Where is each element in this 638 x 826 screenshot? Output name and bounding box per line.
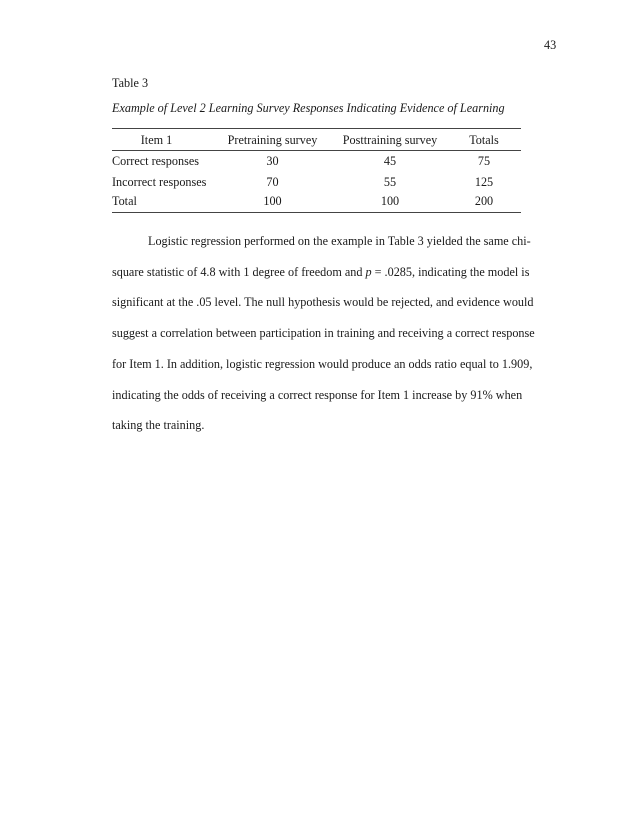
paragraph-line: suggest a correlation between participation in training and receiving a correct response <box>112 326 535 341</box>
table-header-totals: Totals <box>469 133 499 147</box>
table-bottom-rule <box>112 212 521 213</box>
paragraph-line: Logistic regression performed on the example in Table 3 yielded the same chi- <box>148 234 531 248</box>
paragraph-line-part: square statistic of 4.8 with 1 degree of freedom and <box>112 264 366 279</box>
table-row-correct-pre: 30 <box>266 154 279 168</box>
table-header-posttraining: Posttraining survey <box>342 133 438 147</box>
table-row-incorrect-label: Incorrect responses <box>112 175 207 189</box>
table-label: Table 3 <box>112 76 149 90</box>
table-row-total-pre: 100 <box>263 194 282 208</box>
p-value-symbol: p <box>365 264 372 279</box>
paragraph-line-part: = .0285, indicating the model is <box>371 264 530 279</box>
table-row-correct-label: Correct responses <box>112 154 199 168</box>
table-row-total-label: Total <box>112 194 137 208</box>
paragraph-line: significant at the .05 level. The null hypothesis would be rejected, and evidence would <box>112 295 534 310</box>
table-row-correct-post: 45 <box>383 154 397 168</box>
table-header-rule <box>112 150 521 151</box>
table-caption: Example of Level 2 Learning Survey Responses Indicating Evidence of Learning <box>112 101 505 115</box>
paragraph-line <box>112 257 530 288</box>
body-paragraph <box>112 226 535 441</box>
table-top-rule <box>112 128 521 129</box>
table-row-incorrect-post: 55 <box>383 175 397 189</box>
table-row-total-post: 100 <box>380 194 400 208</box>
page-number: 43 <box>544 38 557 52</box>
paragraph-line: indicating the odds of receiving a correct response for Item 1 increase by 91% when <box>112 387 523 402</box>
table-header-item: Item 1 <box>140 133 173 147</box>
table-row-correct-total: 75 <box>477 154 491 168</box>
table-row-incorrect-total: 125 <box>474 175 494 189</box>
paragraph-line: for Item 1. In addition, logistic regression would produce an odds ratio equal to 1.909, <box>112 356 533 371</box>
table-row-total-total: 200 <box>474 194 494 208</box>
table-header-pretraining: Pretraining survey <box>227 133 318 147</box>
table-row-incorrect-pre: 70 <box>266 175 279 189</box>
paragraph-line: taking the training. <box>112 418 205 433</box>
